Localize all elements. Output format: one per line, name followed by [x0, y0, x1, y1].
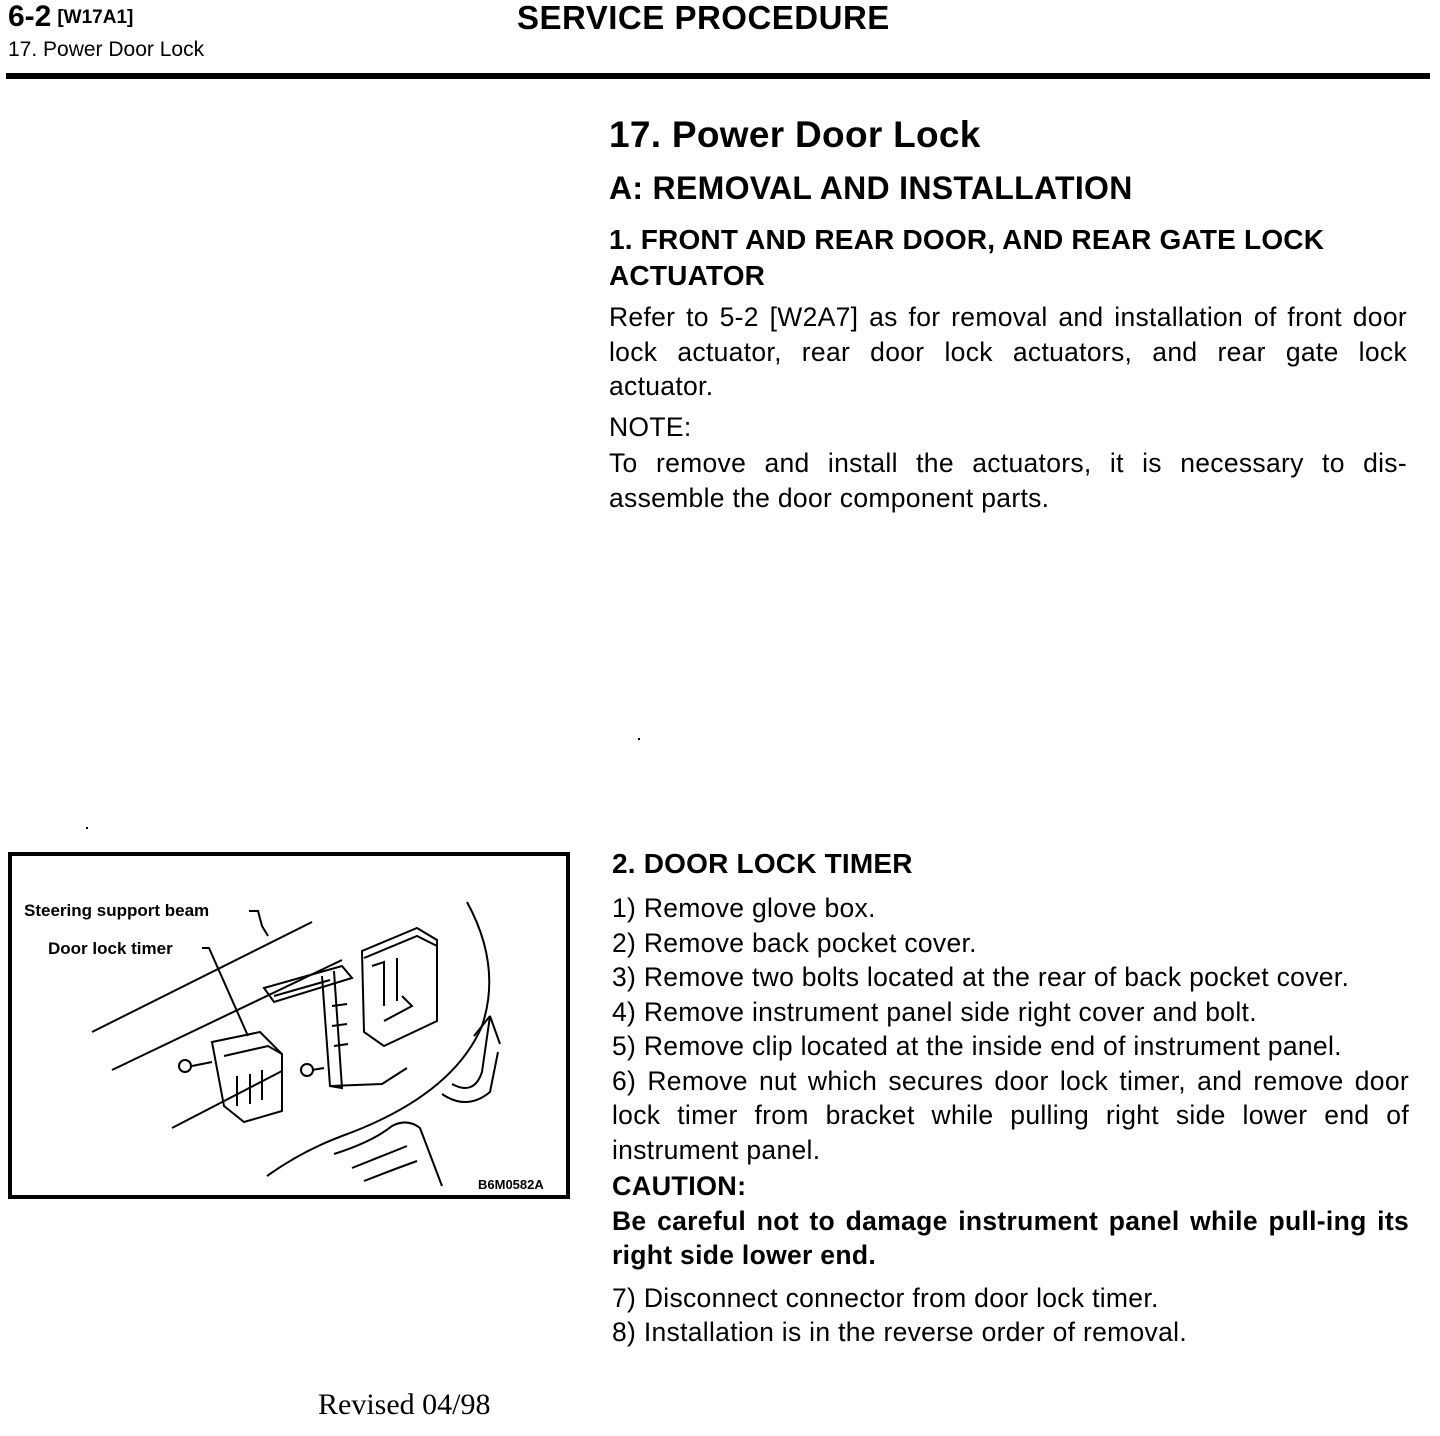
note-label: NOTE: — [609, 412, 692, 442]
procedure-step: 2) Remove back pocket cover. — [612, 927, 977, 958]
figure-code: B6M0582A — [478, 1177, 544, 1192]
label-door-lock-timer: Door lock timer — [48, 939, 173, 958]
scan-speck — [638, 738, 640, 740]
bracket-leg — [322, 971, 342, 1088]
nut — [301, 1064, 313, 1076]
connector-block — [362, 928, 437, 1046]
actuator-paragraph: Refer to 5-2 [W2A7] as for removal and installation of front door lock actuator, rear door lock actuators, and rear gate lock actuator. — [609, 302, 1407, 401]
header-divider — [6, 73, 1430, 79]
connector-top — [364, 936, 437, 958]
beam-line — [172, 1071, 282, 1128]
procedure-step: 4) Remove instrument panel side right cover and bolt. — [612, 996, 1257, 1027]
procedure-step: 6) Remove nut which secures door lock timer, and remove door lock timer from bracket while pulling right side lower end of instrument panel. — [612, 1065, 1409, 1165]
section-code — [8, 0, 133, 34]
note-text: To remove and install the actuators, it is necessary to dis-assemble the door component parts. — [609, 448, 1407, 513]
procedure-step: 5) Remove clip located at the inside end of instrument panel. — [612, 1031, 1342, 1061]
subsection-heading: A: REMOVAL AND INSTALLATION — [609, 170, 1133, 206]
caution-text: Be careful not to damage instrument panel while pull-ing its right side lower end. — [612, 1205, 1409, 1270]
procedure-steps — [612, 891, 1409, 1350]
label-steering-support-beam: Steering support beam — [24, 901, 210, 920]
page-header-title: SERVICE PROCEDURE — [517, 0, 890, 36]
door-lock-timer-figure — [8, 852, 570, 1199]
section-reference: [W17A1] — [57, 7, 134, 28]
actuator-heading: 1. FRONT AND REAR DOOR, AND REAR GATE LOCK ACTUATOR — [609, 224, 1325, 291]
timer-pins — [237, 1070, 262, 1106]
door-lock-timer-heading: 2. DOOR LOCK TIMER — [612, 848, 913, 879]
section-number: 6-2 — [8, 0, 52, 33]
hand-fingers — [352, 1146, 417, 1181]
figure-drawing — [12, 856, 566, 1195]
section-heading: 17. Power Door Lock — [609, 114, 981, 155]
caution-label: CAUTION: — [612, 1171, 747, 1201]
pull-arrow — [442, 1052, 498, 1102]
leader-line — [249, 911, 268, 936]
procedure-step: 7) Disconnect connector from door lock timer. — [612, 1282, 1159, 1313]
procedure-step: 3) Remove two bolts located at the rear of back pocket cover. — [612, 962, 1350, 992]
nut — [179, 1060, 191, 1072]
procedure-step: 8) Installation is in the reverse order of removal. — [612, 1317, 1187, 1347]
bracket-holes — [332, 1004, 348, 1046]
procedure-step: 1) Remove glove box. — [612, 893, 876, 923]
bracket — [264, 966, 352, 1002]
nut-line — [192, 1062, 324, 1070]
timer-edge — [224, 1046, 282, 1056]
page-header-subtitle: 17. Power Door Lock — [8, 38, 205, 61]
scan-speck — [86, 827, 88, 829]
connector-lines — [372, 958, 397, 1006]
revision-date: Revised 04/98 — [318, 1388, 491, 1421]
